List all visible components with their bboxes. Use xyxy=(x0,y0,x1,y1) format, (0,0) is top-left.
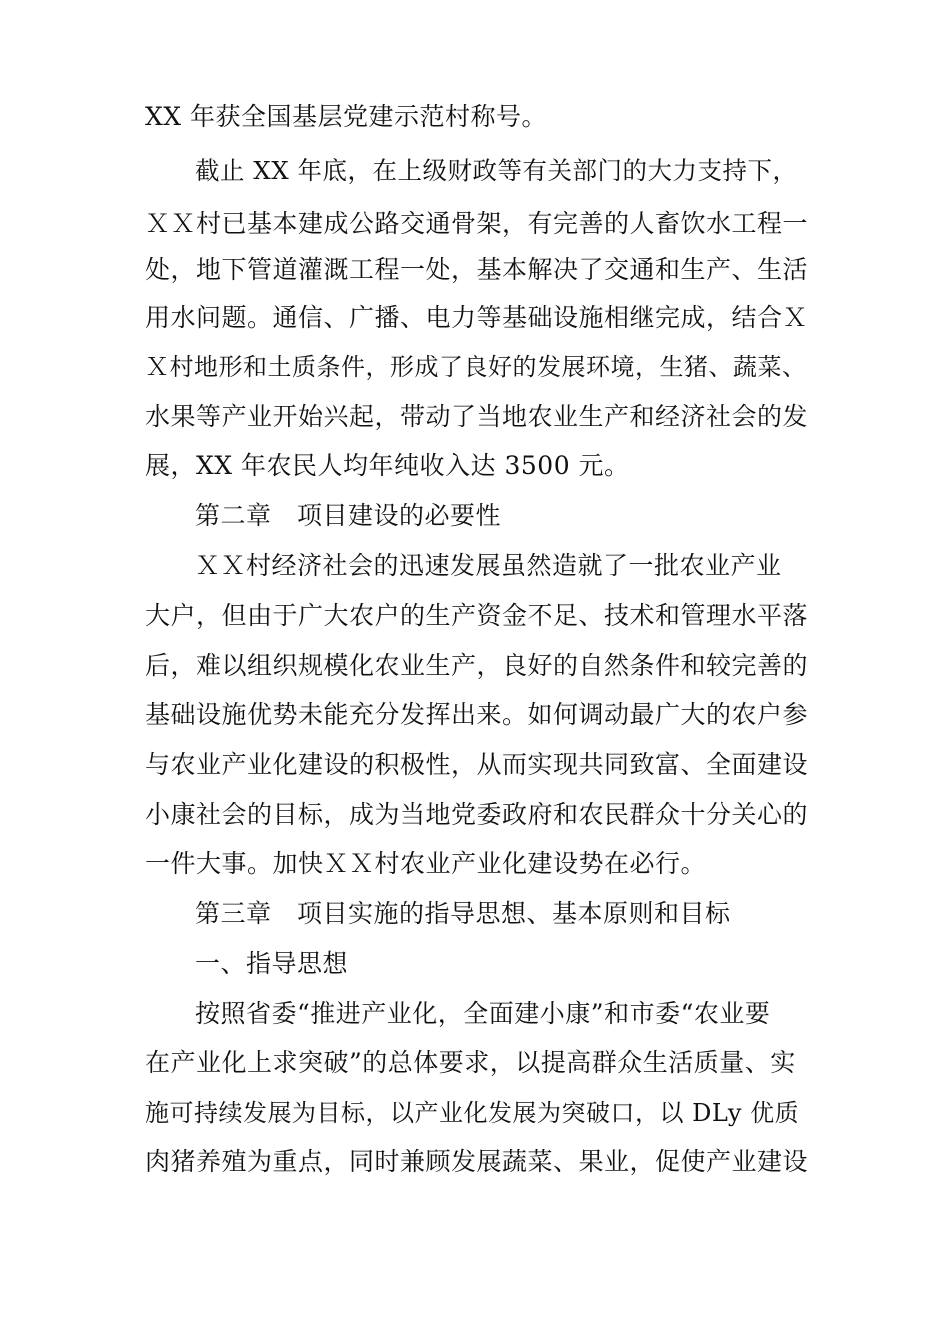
text-line: 小康社会的目标，成为当地党委政府和农民群众十分关心的 xyxy=(145,800,809,829)
text-line: 后，难以组织规模化农业生产，良好的自然条件和较完善的 xyxy=(145,651,809,680)
text-line: 用水问题。通信、广播、电力等基础设施相继完成，结合Ｘ xyxy=(145,303,809,332)
section-heading: 一、指导思想 xyxy=(195,949,349,978)
chapter-heading: 第三章 项目实施的指导思想、基本原则和目标 xyxy=(195,899,731,928)
text-line: 在产业化上求突破”的总体要求，以提高群众生活质量、实 xyxy=(145,1048,796,1077)
text-line: 与农业产业化建设的积极性，从而实现共同致富、全面建设 xyxy=(145,750,809,779)
paragraph-start: 截止 XX 年底，在上级财政等有关部门的大力支持下， xyxy=(195,156,798,185)
text-line: 施可持续发展为目标，以产业化发展为突破口，以 DLy 优质 xyxy=(145,1099,800,1127)
paragraph-start: 按照省委“推进产业化，全面建小康”和市委“农业要 xyxy=(195,999,771,1028)
text-line: 基础设施优势未能充分发挥出来。如何调动最广大的农户参 xyxy=(145,700,809,729)
text-line: 一件大事。加快ＸＸ村农业产业化建设势在必行。 xyxy=(145,849,707,878)
text-line: XX 年获全国基层党建示范村称号。 xyxy=(145,102,548,131)
text-line: 水果等产业开始兴起，带动了当地农业生产和经济社会的发 xyxy=(145,402,809,431)
text-line: ＸＸ村已基本建成公路交通骨架，有完善的人畜饮水工程一 xyxy=(145,209,809,238)
text-line: Ｘ村地形和土质条件，形成了良好的发展环境，生猪、蔬菜、 xyxy=(145,353,807,381)
text-line: 处，地下管道灌溉工程一处，基本解决了交通和生产、生活 xyxy=(145,255,809,284)
text-line: 展，XX 年农民人均年纯收入达 3500 元。 xyxy=(145,451,630,480)
text-line: 肉猪养殖为重点，同时兼顾发展蔬菜、果业，促使产业建设 xyxy=(145,1147,809,1176)
text-line: 大户，但由于广大农户的生产资金不足、技术和管理水平落 xyxy=(145,601,809,630)
chapter-heading: 第二章 项目建设的必要性 xyxy=(195,501,502,530)
paragraph-start: ＸＸ村经济社会的迅速发展虽然造就了一批农业产业 xyxy=(195,551,782,580)
